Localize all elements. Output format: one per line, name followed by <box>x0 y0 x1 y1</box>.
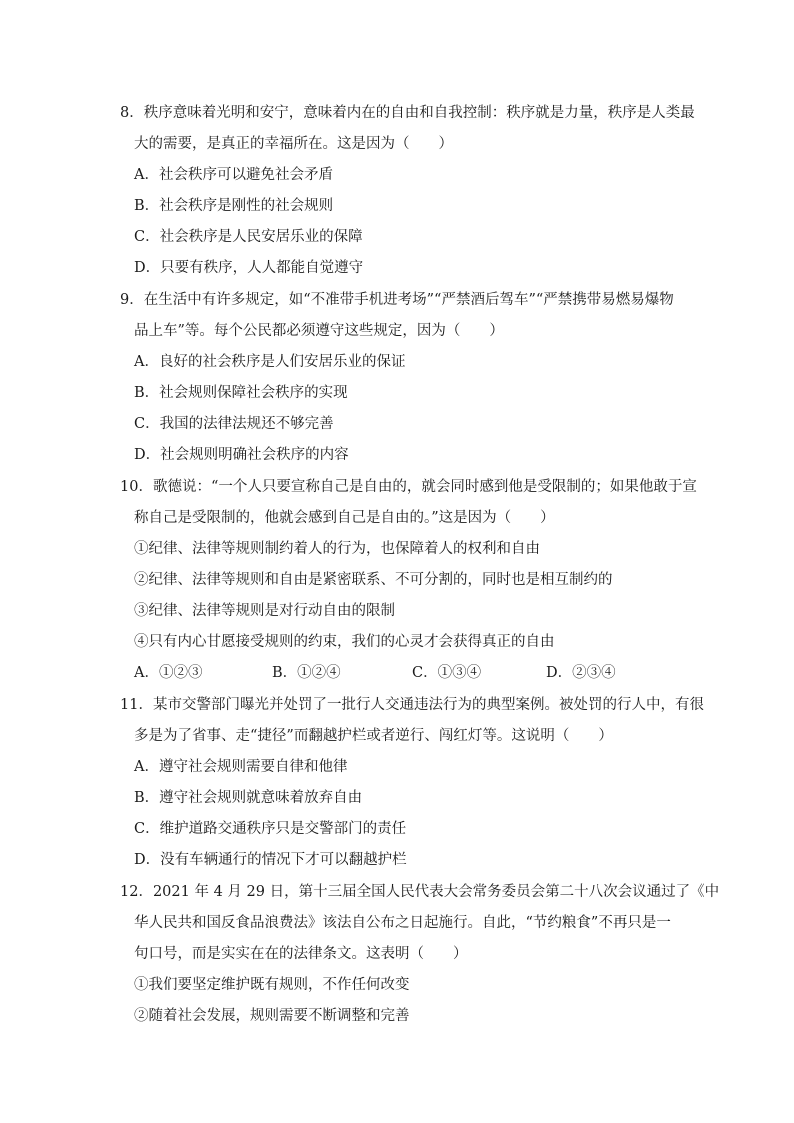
q12-stem-line3: 句口号，而是实实在在的法律条文。这表明（ ） <box>134 946 468 962</box>
q10-stem-line2: 称自己是受限制的，他就会感到自己是自由的。”这是因为（ ） <box>134 510 555 526</box>
q9-option-a: A．良好的社会秩序是人们安居乐业的保证 <box>134 354 406 370</box>
q10-stem-line1: 10．歌德说：“一个人只要宣称自己是自由的，就会同时感到他是受限制的；如果他敢于宣 <box>120 479 697 495</box>
q9-option-c: C．我国的法律法规还不够完善 <box>134 416 334 432</box>
q10-choice-c: C．①③④ <box>412 665 482 681</box>
q8-option-c: C．社会秩序是人民安居乐业的保障 <box>134 229 363 245</box>
q9-stem-line1: 9．在生活中有许多规定，如“不准带手机进考场”“严禁酒后驾车”“严禁携带易燃易爆物 <box>120 292 674 308</box>
q11-option-d: D．没有车辆通行的情况下才可以翻越护栏 <box>134 852 407 868</box>
q11-stem-line2: 多是为了省事、走“捷径”而翻越护栏或者逆行、闯红灯等。这说明（ ） <box>134 728 613 744</box>
q9-option-b: B．社会规则保障社会秩序的实现 <box>134 385 348 401</box>
q12-stem-line2: 华人民共和国反食品浪费法》该法自公布之日起施行。自此，“节约粮食”不再只是一 <box>134 915 671 931</box>
q11-option-b: B．遵守社会规则就意味着放弃自由 <box>134 790 363 806</box>
q9-stem-line2: 品上车”等。每个公民都必须遵守这些规定，因为（ ） <box>134 323 504 339</box>
q10-choice-a: A．①②③ <box>134 665 203 681</box>
q10-statement-3: ③纪律、法律等规则是对行动自由的限制 <box>134 603 395 619</box>
q12-statement-2: ②随着社会发展，规则需要不断调整和完善 <box>134 1008 410 1024</box>
q10-statement-1: ①纪律、法律等规则制约着人的行为，也保障着人的权利和自由 <box>134 541 540 557</box>
q12-statement-1: ①我们要坚定维护既有规则，不作任何改变 <box>134 977 410 993</box>
q10-choice-d: D．②③④ <box>546 665 616 681</box>
q10-statement-2: ②纪律、法律等规则和自由是紧密联系、不可分割的，同时也是相互制约的 <box>134 572 613 588</box>
q11-option-c: C．维护道路交通秩序只是交警部门的责任 <box>134 821 407 837</box>
q9-option-d: D．社会规则明确社会秩序的内容 <box>134 447 349 463</box>
q8-option-a: A．社会秩序可以避免社会矛盾 <box>134 167 333 183</box>
q8-stem-line1: 8．秩序意味着光明和安宁，意味着内在的自由和自我控制：秩序就是力量，秩序是人类最 <box>120 105 695 121</box>
q12-stem-line1: 12．2021 年 4 月 29 日，第十三届全国人民代表大会常务委员会第二十八次会议通过了《中 <box>120 884 720 900</box>
q10-choice-b: B．①②④ <box>272 665 341 681</box>
q11-stem-line1: 11．某市交警部门曝光并处罚了一批行人交通违法行为的典型案例。被处罚的行人中，有很 <box>120 697 704 713</box>
q8-option-b: B．社会秩序是刚性的社会规则 <box>134 198 334 214</box>
q10-statement-4: ④只有内心甘愿接受规则的约束，我们的心灵才会获得真正的自由 <box>134 634 555 650</box>
q8-stem-line2: 大的需要，是真正的幸福所在。这是因为（ ） <box>134 136 453 152</box>
q11-option-a: A．遵守社会规则需要自律和他律 <box>134 759 348 775</box>
q8-option-d: D．只要有秩序，人人都能自觉遵守 <box>134 260 364 276</box>
